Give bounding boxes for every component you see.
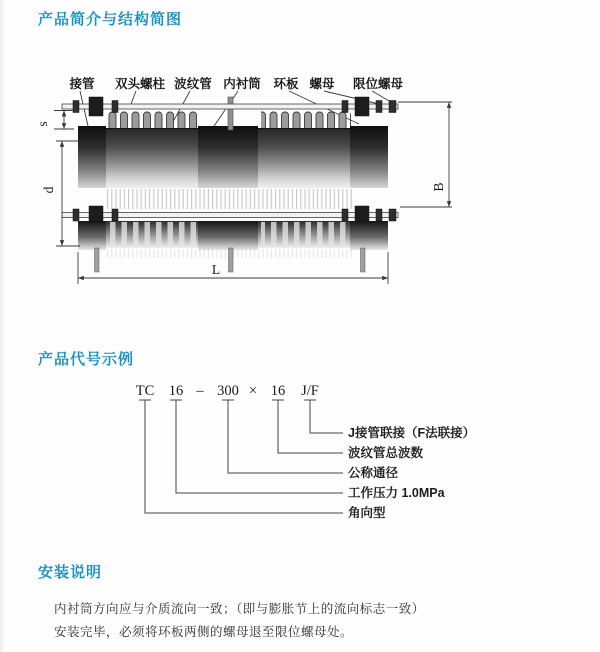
callout-nominal-diameter: 公称通径	[348, 466, 399, 480]
lower-bellows-left	[107, 222, 200, 247]
code-waves: 16	[270, 383, 286, 399]
install-note-line2: 安装完毕，必须将环板两侧的螺母退至限位螺母处。	[54, 625, 354, 639]
inner-liner-collar	[198, 126, 258, 188]
lower-bellows-right	[261, 222, 351, 247]
callout-angular-type: 角向型	[348, 506, 386, 520]
dim-L: L	[211, 262, 221, 277]
lower-collar	[198, 221, 258, 250]
label-double-end-stud: 双头螺柱	[114, 77, 166, 91]
label-nut: 螺母	[309, 77, 335, 91]
callout-connection: J接管联接（F法联接）	[348, 426, 476, 440]
dim-d: d	[41, 186, 56, 194]
label-connecting-pipe: 接管	[69, 77, 95, 91]
section-hatch-upper	[107, 189, 352, 209]
lower-pipe-end-right	[350, 221, 388, 250]
label-bellows: 波纹管	[174, 77, 212, 91]
section-heading-intro: 产品简介与结构简图	[38, 11, 183, 28]
dim-s: s	[35, 121, 50, 127]
bellows-fins-right	[261, 111, 351, 130]
lower-view	[62, 189, 398, 272]
install-note-line1: 内衬筒方向应与介质流向一致；（即与膨胀节上的流向标志一致）	[54, 602, 425, 616]
code-callout-labels	[348, 425, 475, 520]
center-stud	[228, 97, 233, 130]
pipe-end-right	[350, 126, 388, 188]
label-limit-nut: 限位螺母	[352, 77, 404, 91]
product-code-diagram	[0, 380, 600, 530]
code-parts	[136, 383, 319, 399]
label-ring-plate: 环板	[273, 77, 299, 91]
pipe-end-left	[78, 126, 106, 188]
bellows-fins-left	[107, 111, 200, 130]
diagram-part-labels	[68, 76, 403, 91]
code-callout-lines	[139, 400, 343, 513]
code-diameter: 300	[217, 383, 239, 399]
code-type: TC	[135, 383, 155, 399]
callout-wave-count: 波纹管总波数	[348, 446, 424, 460]
code-dash: –	[196, 383, 204, 399]
section-heading-code-example: 产品代号示例	[38, 351, 135, 368]
dim-B: B	[431, 182, 446, 192]
code-pressure: 16	[168, 383, 184, 399]
upper-view	[62, 97, 398, 188]
lower-pipe-end-left	[78, 221, 106, 250]
callout-working-pressure: 工作压力 1.0MPa	[348, 486, 445, 500]
code-connection: J/F	[301, 383, 319, 399]
label-inner-liner: 内衬筒	[223, 77, 261, 91]
section-heading-install: 安装说明	[38, 564, 103, 581]
code-times: ×	[248, 383, 258, 399]
